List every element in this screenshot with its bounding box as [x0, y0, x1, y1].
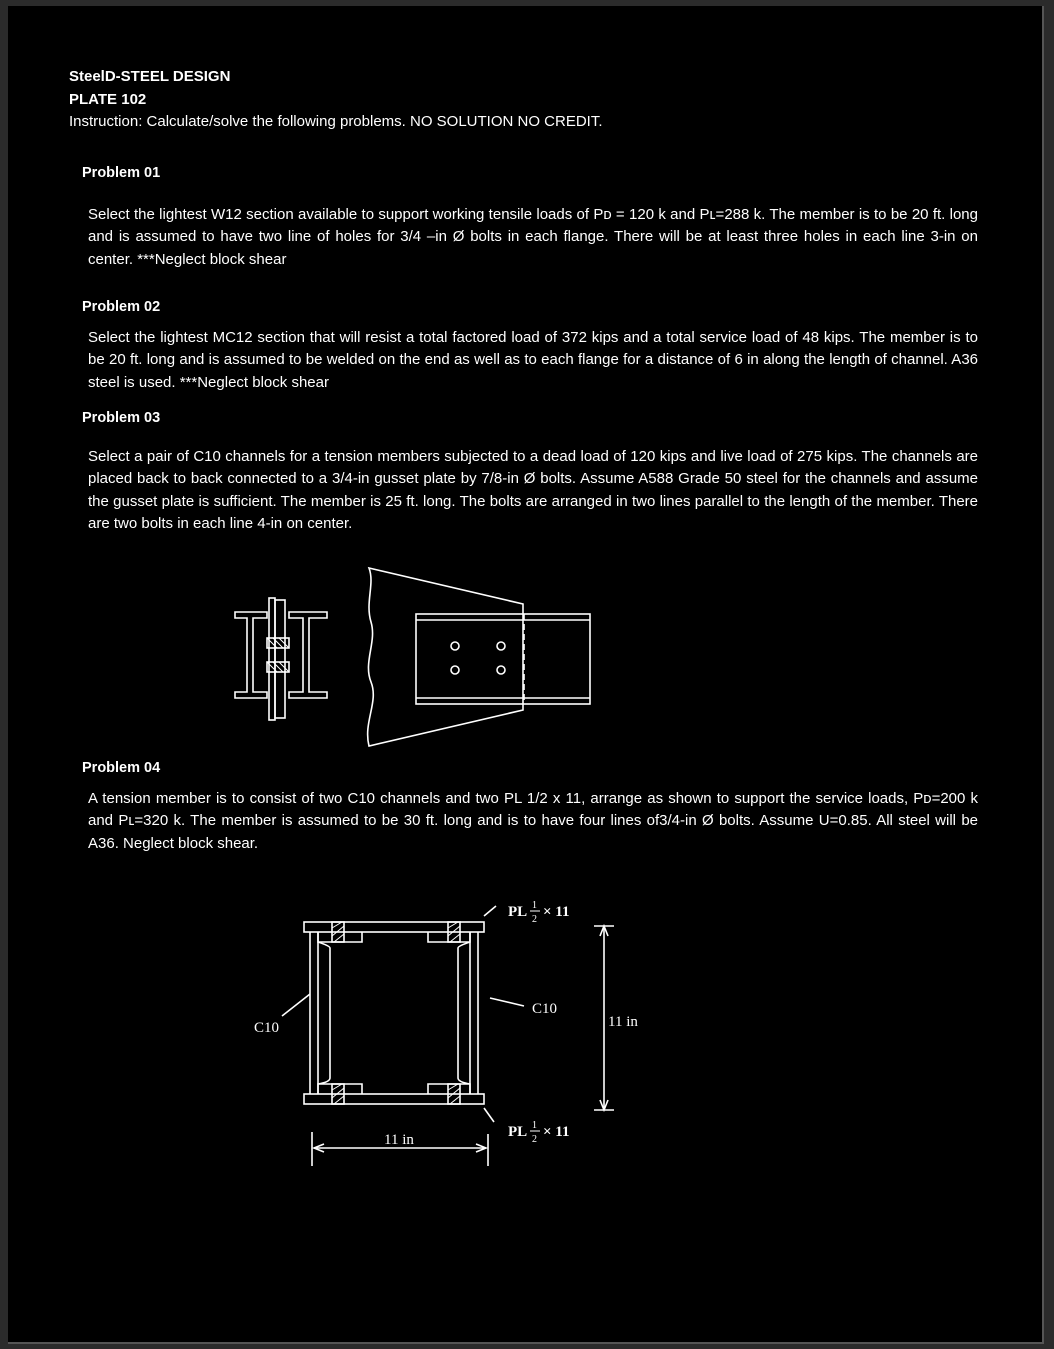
c10-leader-right [490, 998, 524, 1006]
course-title: SteelD-STEEL DESIGN [69, 68, 231, 85]
document-page [8, 6, 1044, 1344]
instruction-text: Instruction: Calculate/solve the following problems. NO SOLUTION NO CREDIT. [69, 113, 603, 130]
top-plate [304, 922, 484, 932]
height-dimension-label: 11 in [608, 1014, 638, 1030]
c10-label-left: C10 [254, 1020, 280, 1036]
problem-01-title: Problem 01 [82, 165, 161, 181]
plate-label-top: PL [508, 904, 528, 920]
frac-num-bottom: 1 [532, 1120, 537, 1131]
plate-leader-top [484, 906, 496, 916]
gusset-plate-view [368, 568, 590, 746]
c10-label-right: C10 [532, 1001, 558, 1017]
problem-04-text: A tension member is to consist of two C10 channels and two PL 1/2 x 11, arrange as shown to support the service loads, Pᴅ=200 k and Pʟ=320 k. The member is assumed to be 30 ft. long and is to have four lines of3/4-in Ø bolts. Assume U=0.85. All steel will be A36. Neglect block shear. [88, 790, 978, 852]
problem-01-text: Select the lightest W12 section available to support working tensile loads of Pᴅ = 120 k and Pʟ=288 k. The member is to be 20 ft. long and is assumed to have two line of holes for 3/4 –in Ø bolts in each flange. There will be at least three holes in each line 3-in on center. ***Neglect block shear [88, 206, 978, 268]
problem-02-text: Select the lightest MC12 section that will resist a total factored load of 372 kips and a total service load of 48 kips. The member is to be 20 ft. long and is assumed to be welded on the end as well as to each flange for a distance of 6 in along the length of channel. A36 steel is used. ***Neglect block shear [88, 329, 978, 391]
plate-label-bottom: PL [508, 1124, 528, 1140]
figure-gusset-connection [223, 562, 593, 748]
figure-box-section [238, 886, 638, 1166]
channel-section-view [235, 598, 327, 720]
problem-02-title: Problem 02 [82, 299, 161, 315]
frac-num-top: 1 [532, 900, 537, 911]
left-channel-web [310, 932, 318, 1094]
plate-title: PLATE 102 [69, 91, 147, 108]
right-channel-web [470, 932, 478, 1094]
c10-leader-left [282, 994, 310, 1016]
problem-03-text: Select a pair of C10 channels for a tension members subjected to a dead load of 120 kips and live load of 275 kips. The channels are placed back to back connected to a 3/4-in gusset plate by 7/8-in Ø bolts. Assume A588 Grade 50 steel for the channels and assume the gusset plate is sufficient. The member is 25 ft. long. The bolts are arranged in two lines parallel to the length of the member. There are two bolts in each line 4-in on center. [88, 448, 978, 532]
plate-leader-bottom [484, 1108, 494, 1122]
problem-03-title: Problem 03 [82, 410, 161, 426]
problem-04-title: Problem 04 [82, 760, 161, 776]
plate-size-bottom: × 11 [543, 1124, 570, 1140]
frac-den-bottom: 2 [532, 1134, 537, 1145]
width-dimension-label: 11 in [384, 1132, 414, 1148]
plate-size-top: × 11 [543, 904, 570, 920]
frac-den-top: 2 [532, 914, 537, 925]
